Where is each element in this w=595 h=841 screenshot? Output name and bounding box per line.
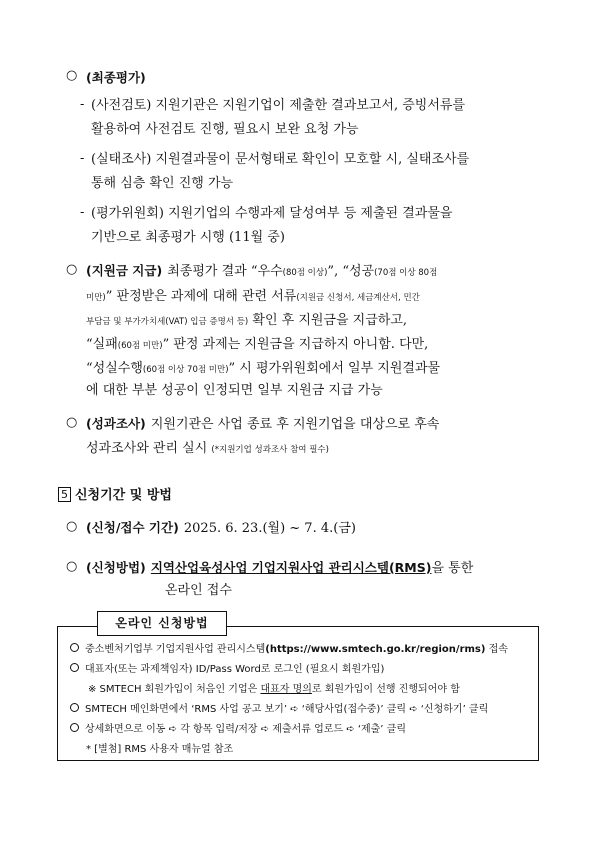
section-5-title: 5 신청기간 및 방법 — [58, 484, 172, 503]
online-step-2: 대표자(또는 과제책임자) ID/Pass Word로 로그인 (필요시 회원가입) — [70, 660, 384, 675]
circle-bullet-icon — [70, 703, 79, 712]
circle-bullet-icon — [70, 643, 79, 652]
online-step-1: 중소벤처기업부 기업지원사업 관리시스템(https://www.smtech.go.kr/region/rms) 접속 — [70, 640, 508, 655]
pre-review-line1: (사전검토) 지원기관은 지원기업이 제출한 결과보고서, 증빙서류를 — [91, 98, 466, 113]
performance-line2: 성과조사와 관리 실시 (*지원기업 성과조사 참여 필수) — [86, 441, 329, 456]
payment-line5: “성실수행(60점 이상 70점 미만)” 시 평가위원회에서 일부 지원결과물 — [86, 361, 441, 376]
period-heading: (신청/접수 기간) — [86, 520, 179, 535]
method-line1: (신청방법) 지역산업육성사업 기업지원사업 관리시스템(RMS)을 통한 — [86, 560, 474, 576]
online-note: ※ SMTECH 회원가입이 처음인 기업은 대표자 명의로 회원가입이 선행 진행되어야 함 — [88, 684, 460, 695]
bullet-period: ○ — [66, 519, 78, 534]
payment-heading: (지원금 지급) — [86, 263, 163, 278]
online-box-title: 온라인 신청방법 — [97, 611, 227, 636]
online-manual-note: * [별첨] RMS 사용자 매뉴얼 참조 — [86, 744, 234, 755]
performance-heading: (성과조사) — [86, 416, 146, 431]
payment-line6: 에 대한 부분 성공이 인정되면 일부 지원금 지급 가능 — [86, 383, 383, 398]
circle-bullet-icon — [70, 723, 79, 732]
bullet-method: ○ — [66, 559, 78, 574]
method-heading: (신청방법) — [86, 560, 146, 575]
survey-line1: (실태조사) 지원결과물이 문서형태로 확인이 모호할 시, 실태조사를 — [91, 152, 470, 167]
dash-2: - — [80, 151, 85, 166]
dash-3: - — [80, 205, 85, 220]
method-line2: 온라인 접수 — [165, 583, 232, 598]
payment-line2: 미만)” 판정받은 과제에 대해 관련 서류(지원금 신청서, 세금계산서, 민간 — [86, 289, 420, 304]
period-line — [86, 517, 356, 538]
bullet-performance: ○ — [66, 415, 78, 430]
smtech-url[interactable]: (https://www.smtech.go.kr/region/rms) — [265, 644, 486, 655]
pre-review-line2: 활용하여 사전검토 진행, 필요시 보완 요청 가능 — [91, 122, 359, 137]
committee-line1: (평가위원회) 지원기업의 수행과제 달성여부 등 제출된 결과물을 — [91, 206, 453, 221]
bullet-payment: ○ — [66, 262, 78, 277]
online-step-4: 상세화면으로 이동 ➪ 각 항목 입력/저장 ➪ 제출서류 업로드 ➪ ‘제출’ 클릭 — [70, 720, 406, 735]
period-dates: 2025. 6. 23.(월) ~ 7. 4.(금) — [183, 521, 356, 536]
rms-system-link[interactable]: 지역산업육성사업 기업지원사업 관리시스템(RMS) — [150, 560, 432, 575]
payment-line1: (지원금 지급) 최종평가 결과 “우수(80점 이상)”, “성공(70점 이상 80점 — [86, 263, 438, 279]
payment-line4: “실패(60점 미만)” 판정 과제는 지원금을 지급하지 아니함. 다만, — [86, 337, 429, 352]
circle-bullet-icon — [70, 663, 79, 672]
performance-line1: (성과조사) 지원기관은 사업 종료 후 지원기업을 대상으로 후속 — [86, 416, 440, 432]
survey-line2: 통해 심층 확인 진행 가능 — [91, 176, 234, 191]
bullet-final-eval: ○ — [66, 68, 78, 83]
payment-line3: 부담금 및 부가가치세(VAT) 입금 증명서 등) 확인 후 지원금을 지급하고, — [86, 313, 408, 328]
online-step-3: SMTECH 메인화면에서 ‘RMS 사업 공고 보기’ ➪ ‘해당사업(접수중)’ 클릭 ➪ ‘신청하기’ 클릭 — [70, 700, 488, 715]
committee-line2: 기반으로 최종평가 시행 (11월 중) — [91, 230, 285, 245]
dash-1: - — [80, 97, 85, 112]
section-number-box: 5 — [58, 487, 71, 502]
final-eval-heading: (최종평가) — [86, 70, 146, 85]
